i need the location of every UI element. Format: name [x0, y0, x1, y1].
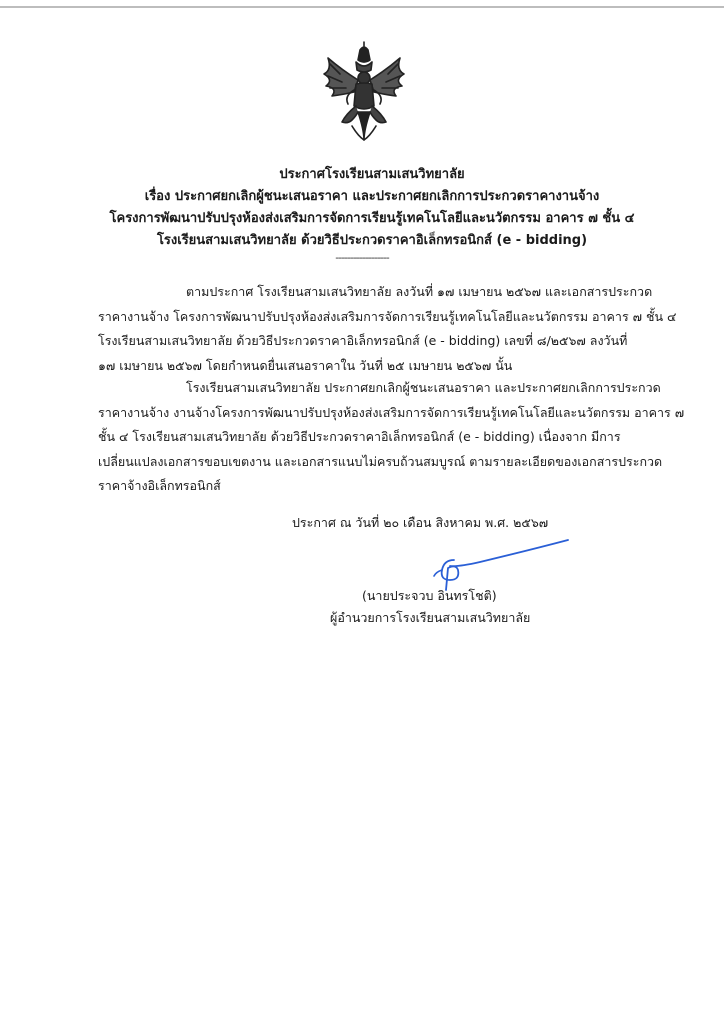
handwritten-signature — [420, 536, 570, 592]
paragraph-line: ๑๗ เมษายน ๒๕๖๗ โดยกำหนดยื่นเสนอราคาใน วันที่ ๒๕ เมษายน ๒๕๖๗ นั้น — [98, 357, 513, 373]
announcement-date: ประกาศ ณ วันที่ ๒๐ เดือน สิงหาคม พ.ศ. ๒๕๖๗ — [292, 515, 549, 530]
paragraph-line: เปลี่ยนแปลงเอกสารขอบเขตงาน และเอกสารแนบไม่ครบถ้วนสมบูรณ์ ตามรายละเอียดของเอกสารประกวด — [98, 453, 663, 469]
scan-edge-line — [0, 6, 724, 8]
paragraph-line: ตามประกาศ โรงเรียนสามเสนวิทยาลัย ลงวันที่ ๑๗ เมษายน ๒๕๖๗ และเอกสารประกวด — [186, 284, 653, 299]
heading-line: โครงการพัฒนาปรับปรุงห้องส่งเสริมการจัดการเรียนรู้เทคโนโลยีและนวัตกรรม อาคาร ๗ ชั้น ๔ — [109, 211, 635, 226]
heading-line: เรื่อง ประกาศยกเลิกผู้ชนะเสนอราคา และประกาศยกเลิกการประกวดราคางานจ้าง — [144, 189, 600, 204]
paragraph-line: ชั้น ๔ โรงเรียนสามเสนวิทยาลัย ด้วยวิธีประกวดราคาอิเล็กทรอนิกส์ (e - bidding) เนื่องจาก มีการ — [98, 429, 621, 444]
heading-line: ประกาศโรงเรียนสามเสนวิทยาลัย — [279, 167, 465, 182]
paragraph-2 — [98, 376, 685, 499]
paragraph-line: ราคางานจ้าง งานจ้างโครงการพัฒนาปรับปรุงห้องส่งเสริมการจัดการเรียนรู้เทคโนโลยีและนวัตกรรม อาคาร ๗ — [98, 404, 685, 420]
paragraph-1 — [98, 280, 677, 378]
garuda-emblem-icon — [318, 40, 410, 144]
paragraph-line: โรงเรียนสามเสนวิทยาลัย ประกาศยกเลิกผู้ชนะเสนอราคา และประกาศยกเลิกการประกวด — [186, 380, 661, 395]
document-heading — [80, 164, 664, 252]
signer-name: (นายประจวบ อินทรโชติ) — [362, 588, 497, 603]
paragraph-line: โรงเรียนสามเสนวิทยาลัย ด้วยวิธีประกวดราคาอิเล็กทรอนิกส์ (e - bidding) เลขที่ ๘/๒๕๖๗ ลงวันที่ — [98, 333, 628, 348]
heading-line: โรงเรียนสามเสนวิทยาลัย ด้วยวิธีประกวดราคาอิเล็กทรอนิกส์ (e - bidding) — [156, 233, 588, 248]
heading-separator: ------------------ — [335, 251, 389, 264]
paragraph-line: ราคางานจ้าง โครงการพัฒนาปรับปรุงห้องส่งเสริมการจัดการเรียนรู้เทคโนโลยีและนวัตกรรม อาคาร ๗ ชั้น ๔ — [98, 308, 677, 324]
signer-block — [330, 585, 590, 629]
paragraph-line: ราคาจ้างอิเล็กทรอนิกส์ — [98, 478, 221, 493]
signer-title: ผู้อำนวยการโรงเรียนสามเสนวิทยาลัย — [330, 610, 531, 625]
